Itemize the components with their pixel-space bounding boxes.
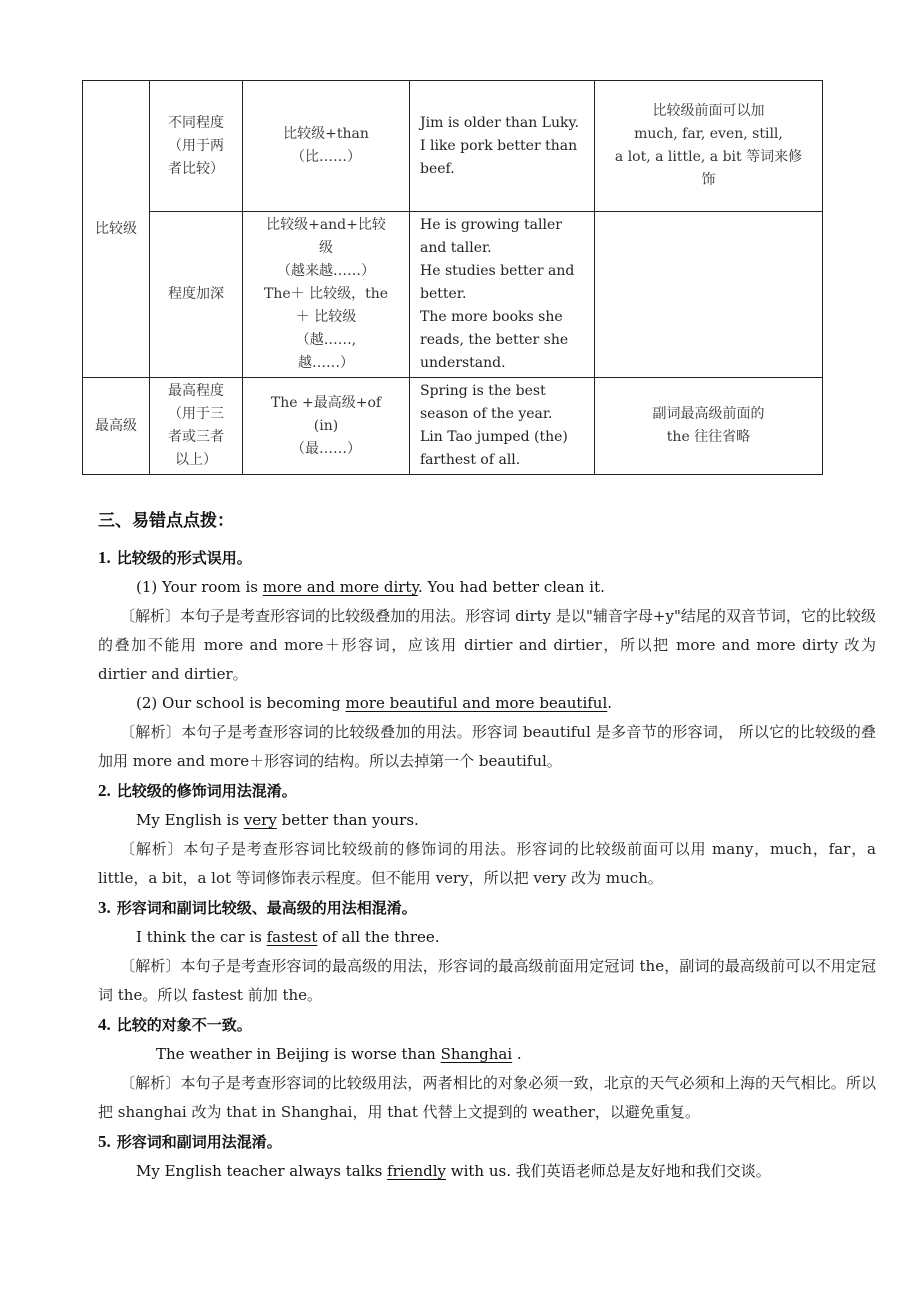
example-cell: Spring is the best season of the year. Lin Tao jumped (the) farthest of all.: [410, 378, 595, 475]
usage-cell: 不同程度 （用于两 者比较）: [150, 81, 243, 212]
structure-cell: 比较级+and+比较 级 （越来越……） The＋ 比较级，the ＋ 比较级 （越……, 越……）: [243, 212, 410, 378]
example-cell: Jim is older than Luky. I like pork better than beef.: [410, 81, 595, 212]
item-title: 2. 比较级的修饰词用法混淆。: [98, 781, 297, 800]
error-phrase: very: [243, 811, 277, 829]
note-cell: 比较级前面可以加 much, far, even, still, a lot, a little, a bit 等词来修 饰: [595, 81, 823, 212]
example-sentence: (1) Your room is more and more dirty. You had better clean it.: [136, 578, 605, 596]
analysis-text: 〔解析〕本句子是考查形容词的比较级叠加的用法。形容词 dirty 是以"辅音字母+y"结尾的双音节词，它的比较级的叠加不能用 more and more＋形容词，应该用 dirtier and dirtier，所以把 more and more dirty 改为 dirtier and dirtier。: [98, 607, 876, 683]
error-phrase: friendly: [387, 1162, 446, 1180]
error-phrase: fastest: [266, 928, 318, 946]
example-sentence: My English teacher always talks friendly with us. 我们英语老师总是友好地和我们交谈。: [136, 1162, 771, 1180]
table-row: [83, 212, 823, 378]
error-phrase: more and more dirty: [262, 578, 418, 596]
analysis-text: 〔解析〕本句子是考查形容词比较级前的修饰词的用法。形容词的比较级前面可以用 many，much，far，a little，a bit，a lot 等词修饰表示程度。但不能用 very，所以把 very 改为 much。: [98, 840, 876, 887]
item-title: 1. 比较级的形式误用。: [98, 548, 252, 567]
item-title: 5. 形容词和副词用法混淆。: [98, 1132, 282, 1151]
example-sentence: The weather in Beijing is worse than Shanghai .: [156, 1045, 522, 1063]
note-cell-empty: [595, 212, 823, 378]
usage-cell: 最高程度 （用于三 者或三者 以上）: [150, 378, 243, 475]
item-title: 3. 形容词和副词比较级、最高级的用法相混淆。: [98, 898, 417, 917]
example-cell: He is growing taller and taller. He studies better and better. The more books she reads, the better she understand.: [410, 212, 595, 378]
analysis-text: 〔解析〕本句子是考查形容词的比较级用法，两者相比的对象必须一致，北京的天气必须和上海的天气相比。所以把 shanghai 改为 that in Shanghai，用 that 代替上文提到的 weather，以避免重复。: [98, 1074, 876, 1121]
example-sentence: I think the car is fastest of all the three.: [136, 928, 440, 946]
error-phrase: more beautiful and more beautiful: [345, 694, 608, 712]
error-phrase: Shanghai: [440, 1045, 513, 1063]
structure-cell: 比较级+than （比……）: [243, 81, 410, 212]
structure-cell: The +最高级+of (in) （最……）: [243, 378, 410, 475]
example-sentence: (2) Our school is becoming more beautiful and more beautiful.: [136, 694, 613, 712]
item-title: 4. 比较的对象不一致。: [98, 1015, 252, 1034]
note-cell: 副词最高级前面的 the 往往省略: [595, 378, 823, 475]
row-group-label: 比较级: [83, 81, 150, 378]
row-group-label: 最高级: [83, 378, 150, 475]
table-row: [83, 81, 823, 212]
grammar-table: [82, 80, 823, 475]
analysis-text: 〔解析〕本句子是考查形容词的最高级的用法，形容词的最高级前面用定冠词 the，副词的最高级前可以不用定冠词 the。所以 fastest 前加 the。: [98, 957, 876, 1004]
analysis-text: 〔解析〕本句子是考查形容词的比较级叠加的用法。形容词 beautiful 是多音节的形容词， 所以它的比较级的叠加用 more and more＋形容词的结构。所以去掉第一个 beautiful。: [98, 723, 876, 770]
usage-cell: 程度加深: [150, 212, 243, 378]
section-title: 三、易错点点拨：: [98, 511, 234, 531]
error-points-section: [98, 505, 876, 1186]
table-row: [83, 378, 823, 475]
example-sentence: My English is very better than yours.: [136, 811, 419, 829]
